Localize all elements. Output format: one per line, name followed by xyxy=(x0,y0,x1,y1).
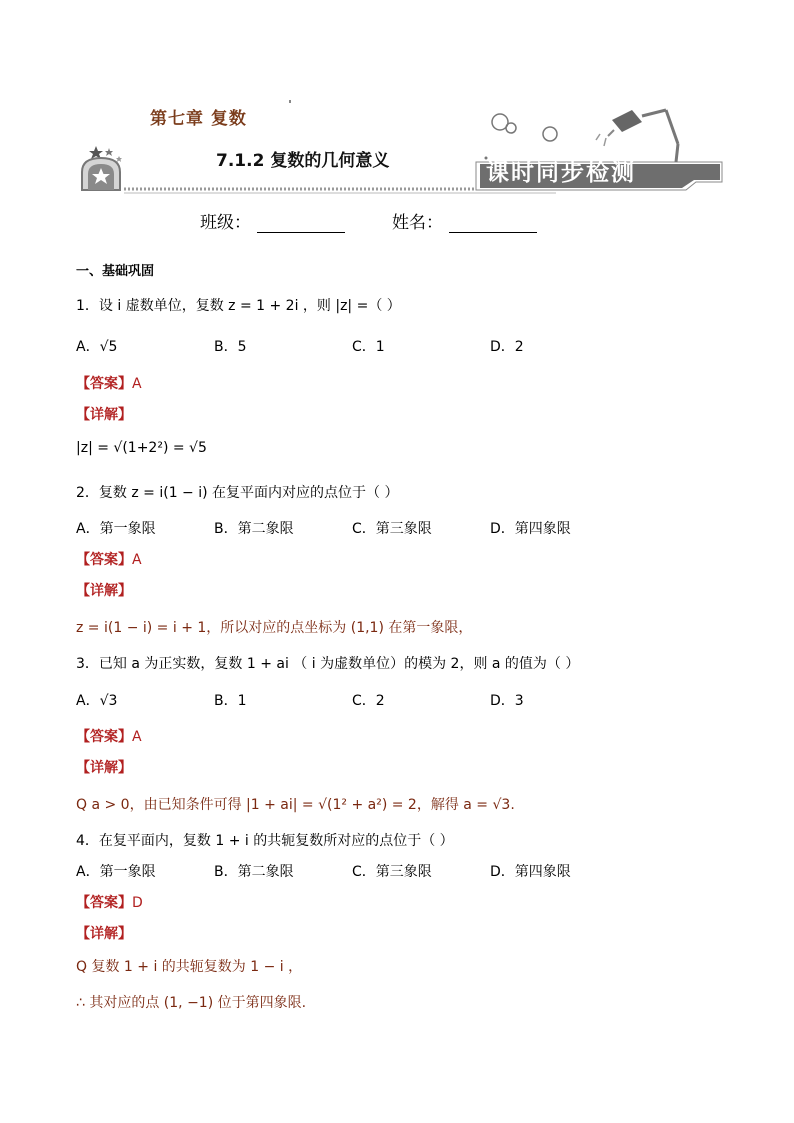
detail-line: |z| = √(1+2²) = √5 xyxy=(76,440,207,456)
option-a: A．第一象限 xyxy=(76,521,156,537)
option-d: D．第四象限 xyxy=(490,864,571,880)
answer: 【答案】A xyxy=(76,552,142,568)
lesson-title: 7.1.2 复数的几何意义 xyxy=(216,151,390,171)
name-field xyxy=(392,208,537,233)
chapter-title: 第七章 复数 xyxy=(150,109,247,129)
detail-line: Q a > 0，由已知条件可得 |1 + ai| = √(1² + a²) = 2，解得 a = √3. xyxy=(76,797,515,813)
option-b: B．第二象限 xyxy=(214,521,294,537)
class-blank xyxy=(257,214,345,233)
detail-line: Q 复数 1 + i 的共轭复数为 1 − i ， xyxy=(76,959,303,975)
answer: 【答案】A xyxy=(76,376,142,392)
star-icon xyxy=(116,156,122,162)
option-b: B．5 xyxy=(214,339,247,355)
star-icon xyxy=(105,148,113,156)
class-field xyxy=(200,208,345,233)
question-stem: 1．设 i 虚数单位，复数 z = 1 + 2i ，则 |z| =（ ） xyxy=(76,298,401,314)
option-c: C．第三象限 xyxy=(352,521,432,537)
option-b: B．1 xyxy=(214,693,247,709)
detail-label: 【详解】 xyxy=(76,760,132,776)
option-d: D．3 xyxy=(490,693,524,709)
option-c: C．2 xyxy=(352,693,385,709)
question-stem: 2．复数 z = i(1 − i) 在复平面内对应的点位于（ ） xyxy=(76,485,399,501)
option-c: C．第三象限 xyxy=(352,864,432,880)
answer: 【答案】A xyxy=(76,729,142,745)
option-d: D．2 xyxy=(490,339,524,355)
detail-label: 【详解】 xyxy=(76,407,132,423)
detail-line: z = i(1 − i) = i + 1，所以对应的点坐标为 (1,1) 在第一象限， xyxy=(76,620,473,636)
detail-line: ∴ 其对应的点 (1, −1) 位于第四象限. xyxy=(76,995,307,1011)
detail-label: 【详解】 xyxy=(76,583,132,599)
class-label: 班级： xyxy=(200,213,251,233)
option-b: B．第二象限 xyxy=(214,864,294,880)
option-c: C．1 xyxy=(352,339,385,355)
name-label: 姓名： xyxy=(392,213,443,233)
section-heading: 一、基础巩固 xyxy=(76,264,155,279)
name-blank xyxy=(449,214,537,233)
answer: 【答案】D xyxy=(76,895,143,911)
detail-label: 【详解】 xyxy=(76,926,132,942)
option-a: A．√5 xyxy=(76,339,118,355)
banner-title: 课时同步检测 xyxy=(486,159,636,186)
question-stem: 4．在复平面内，复数 1 + i 的共轭复数所对应的点位于（ ） xyxy=(76,833,454,849)
option-d: D．第四象限 xyxy=(490,521,571,537)
question-stem: 3．已知 a 为正实数，复数 1 + ai （ i 为虚数单位）的模为 2，则 a 的值为（ ） xyxy=(76,656,580,672)
option-a: A．第一象限 xyxy=(76,864,156,880)
option-a: A．√3 xyxy=(76,693,118,709)
